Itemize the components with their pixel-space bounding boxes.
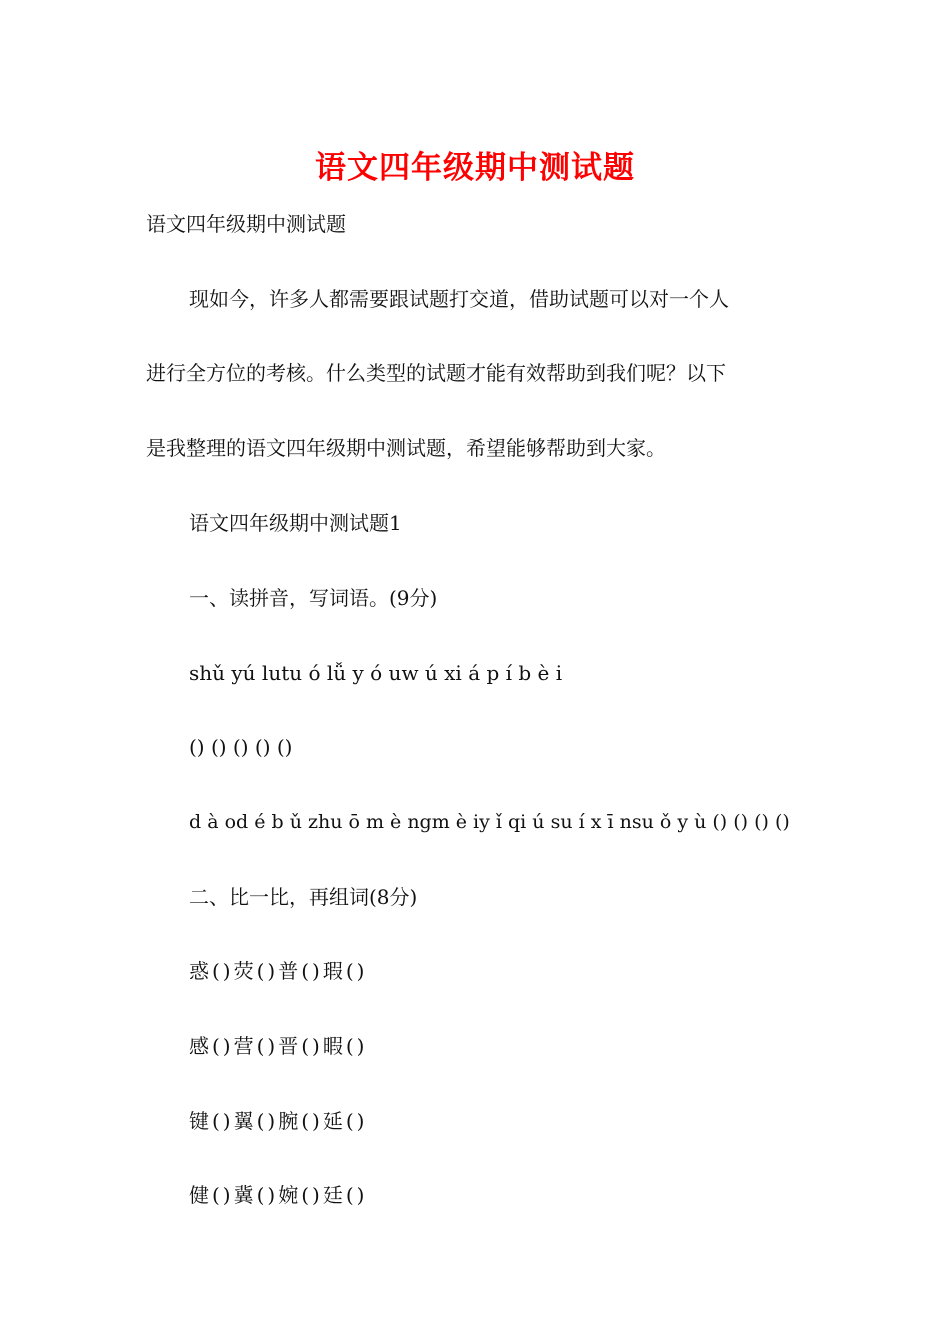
compare-row-4: 健()冀()婉()廷() [189,1183,368,1207]
compare-row-3: 键()翼()腕()延() [189,1109,368,1133]
document-title: 语文四年级期中测试题 [315,150,635,186]
pinyin-row-1: shǔ yú lutu ó lǚ y ó uw ú xi á p í b è i [189,661,563,685]
intro-line-2: 进行全方位的考核。什么类型的试题才能有效帮助到我们呢？以下 [146,361,726,385]
intro-line-3: 是我整理的语文四年级期中测试题，希望能够帮助到大家。 [146,436,666,460]
pinyin-row-2: d à od é b ǔ zhu ō m è ngm è iy ǐ qi ú su í x ī nsu ǒ y ù () () () () [189,811,790,833]
blanks-row-1: () () () () () [189,735,293,759]
test-heading: 语文四年级期中测试题1 [189,511,402,535]
intro-line-1: 现如今，许多人都需要跟试题打交道，借助试题可以对一个人 [189,287,729,311]
document-subtitle: 语文四年级期中测试题 [146,212,346,236]
section-1-heading: 一、读拼音，写词语。(9分) [189,586,438,610]
compare-row-2: 感()营()晋()暇() [189,1034,368,1058]
section-2-heading: 二、比一比，再组词(8分) [189,885,418,909]
compare-row-1: 惑()荧()普()瑕() [189,959,368,983]
